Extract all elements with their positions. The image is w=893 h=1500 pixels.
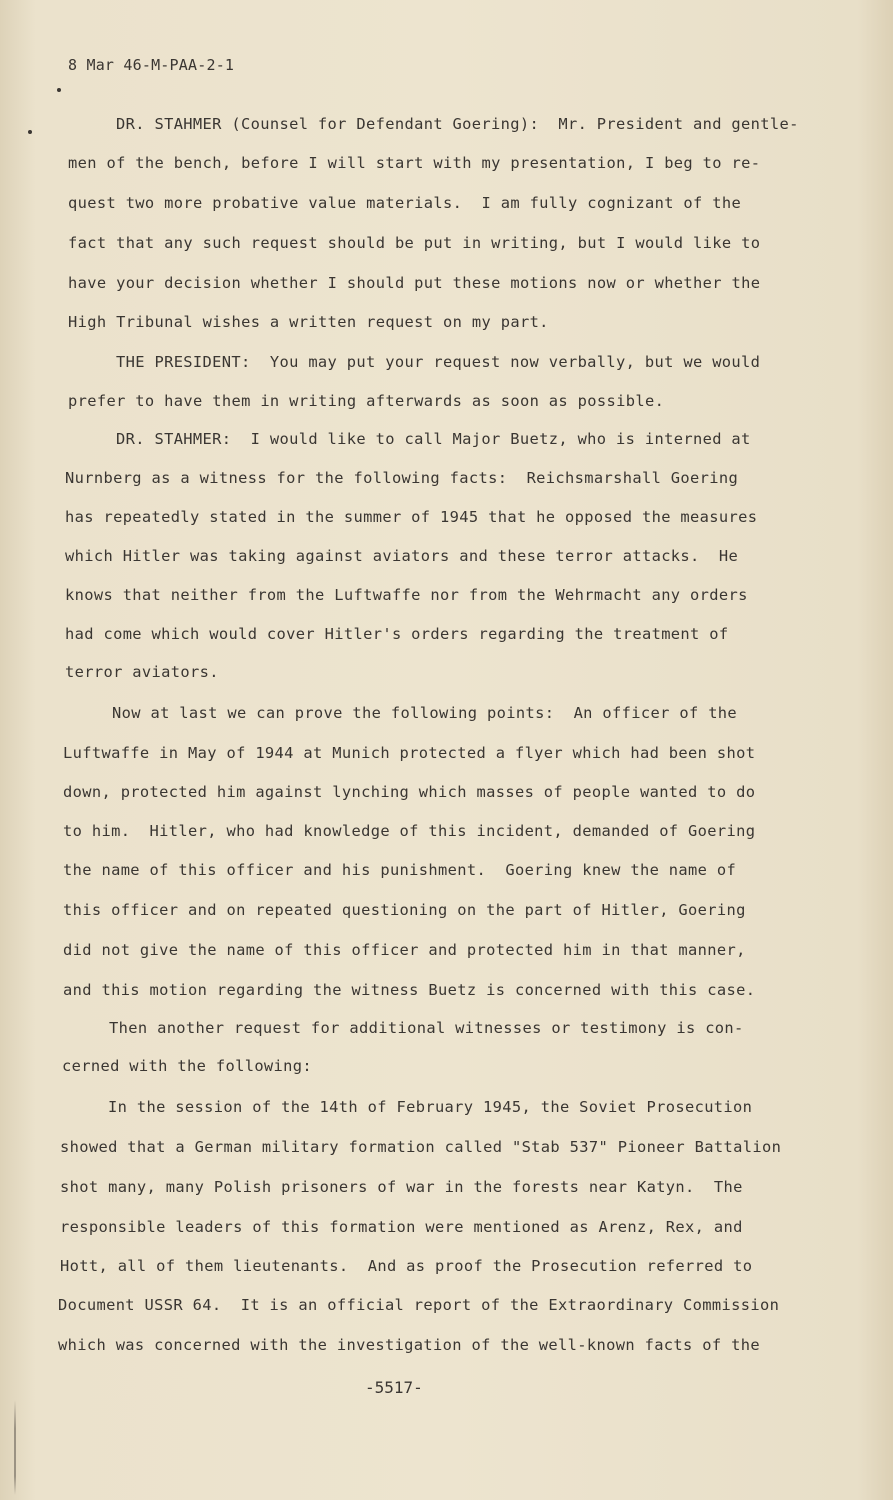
- margin-mark: [28, 130, 32, 134]
- document-header: 8 Mar 46-M-PAA-2-1: [68, 56, 235, 74]
- text-line: Luftwaffe in May of 1944 at Munich protected a flyer which had been shot: [63, 744, 756, 762]
- text-line: DR. STAHMER (Counsel for Defendant Goering): Mr. President and gentle-: [116, 115, 799, 133]
- text-line: terror aviators.: [65, 663, 219, 681]
- text-line: quest two more probative value materials. I am fully cognizant of the: [68, 194, 742, 212]
- margin-mark: [57, 88, 61, 92]
- text-line: Then another request for additional witnesses or testimony is con-: [109, 1019, 744, 1037]
- text-line: THE PRESIDENT: You may put your request now verbally, but we would: [116, 353, 761, 371]
- text-line: down, protected him against lynching which masses of people wanted to do: [63, 783, 756, 801]
- text-line: knows that neither from the Luftwaffe nor from the Wehrmacht any orders: [65, 586, 748, 604]
- text-line: High Tribunal wishes a written request on my part.: [68, 313, 549, 331]
- text-line: to him. Hitler, who had knowledge of this incident, demanded of Goering: [63, 822, 756, 840]
- text-line: fact that any such request should be put in writing, but I would like to: [68, 234, 761, 252]
- text-line: and this motion regarding the witness Buetz is concerned with this case.: [63, 981, 756, 999]
- text-line: the name of this officer and his punishment. Goering knew the name of: [63, 861, 737, 879]
- text-line: which Hitler was taking against aviators and these terror attacks. He: [65, 547, 739, 565]
- text-line: DR. STAHMER: I would like to call Major Buetz, who is interned at: [116, 430, 751, 448]
- text-line: this officer and on repeated questioning on the part of Hitler, Goering: [63, 901, 746, 919]
- margin-scratch: [14, 1400, 16, 1495]
- text-line: shot many, many Polish prisoners of war in the forests near Katyn. The: [60, 1178, 743, 1196]
- text-line: cerned with the following:: [62, 1057, 313, 1075]
- text-line: have your decision whether I should put these motions now or whether the: [68, 274, 761, 292]
- text-line: Nurnberg as a witness for the following facts: Reichsmarshall Goering: [65, 469, 739, 487]
- text-line: has repeatedly stated in the summer of 1945 that he opposed the measures: [65, 508, 758, 526]
- text-line: did not give the name of this officer and protected him in that manner,: [63, 941, 746, 959]
- text-line: In the session of the 14th of February 1945, the Soviet Prosecution: [108, 1098, 753, 1116]
- text-line: Now at last we can prove the following points: An officer of the: [112, 704, 738, 722]
- text-line: showed that a German military formation called "Stab 537" Pioneer Battalion: [60, 1138, 782, 1156]
- text-line: men of the bench, before I will start with my presentation, I beg to re-: [68, 154, 761, 172]
- page-number: -5517-: [365, 1378, 423, 1397]
- text-line: Hott, all of them lieutenants. And as proof the Prosecution referred to: [60, 1257, 753, 1275]
- text-line: responsible leaders of this formation were mentioned as Arenz, Rex, and: [60, 1218, 743, 1236]
- text-line: had come which would cover Hitler's orders regarding the treatment of: [65, 625, 729, 643]
- text-line: Document USSR 64. It is an official report of the Extraordinary Commission: [58, 1296, 780, 1314]
- text-line: which was concerned with the investigation of the well-known facts of the: [58, 1336, 760, 1354]
- text-line: prefer to have them in writing afterwards as soon as possible.: [68, 392, 665, 410]
